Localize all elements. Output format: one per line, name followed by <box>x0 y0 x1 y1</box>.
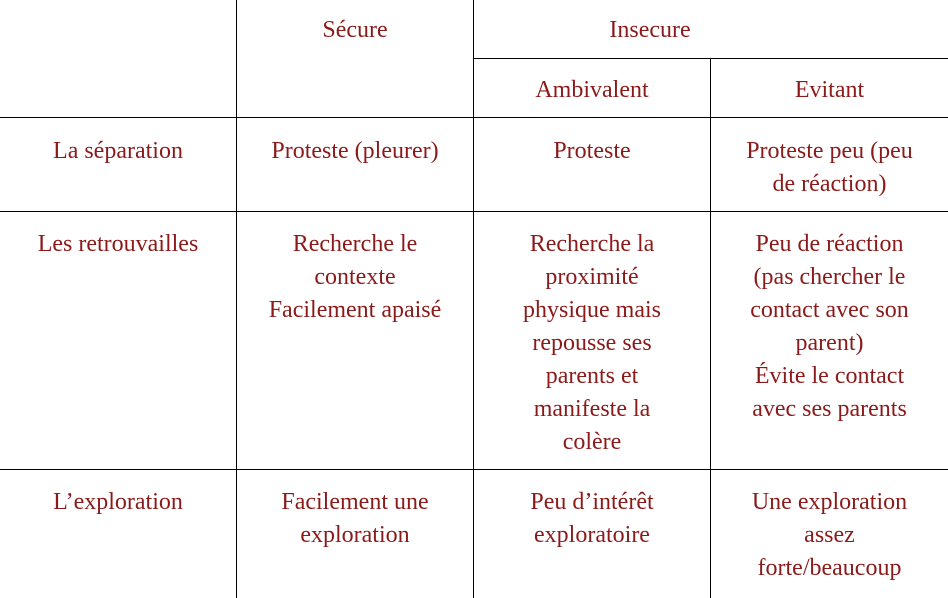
cell-retrouvailles-ambivalent: Recherche la proximité physique mais repousse ses parents et manifeste la colère <box>523 231 661 455</box>
row-label-retrouvailles: Les retrouvailles <box>37 231 199 257</box>
cell-retrouvailles-evitant: Peu de réaction (pas chercher le contact avec son parent) Évite le contact avec ses parents <box>750 231 909 422</box>
row-divider-2 <box>0 469 948 470</box>
cell-exploration-secure: Facilement une exploration <box>281 489 429 548</box>
row-label-exploration: L’exploration <box>53 489 183 515</box>
header-evitant: Evitant <box>794 77 865 103</box>
cell-retrouvailles-secure: Recherche le contexte Facilement apaisé <box>268 231 442 323</box>
cell-separation-evitant: Proteste peu (peu de réaction) <box>746 138 913 197</box>
header-secure: Sécure <box>322 17 388 43</box>
cell-exploration-evitant: Une exploration assez forte/beaucoup <box>751 489 908 581</box>
cell-separation-secure: Proteste (pleurer) <box>271 138 439 164</box>
cell-exploration-ambivalent: Peu d’intérêt exploratoire <box>530 489 654 548</box>
row-divider-insecure <box>473 58 948 59</box>
header-ambivalent: Ambivalent <box>535 77 649 103</box>
row-divider-header <box>0 117 948 118</box>
row-label-separation: La séparation <box>53 138 183 164</box>
cell-separation-ambivalent: Proteste <box>553 138 631 164</box>
header-insecure: Insecure <box>609 17 691 43</box>
row-divider-1 <box>0 211 948 212</box>
